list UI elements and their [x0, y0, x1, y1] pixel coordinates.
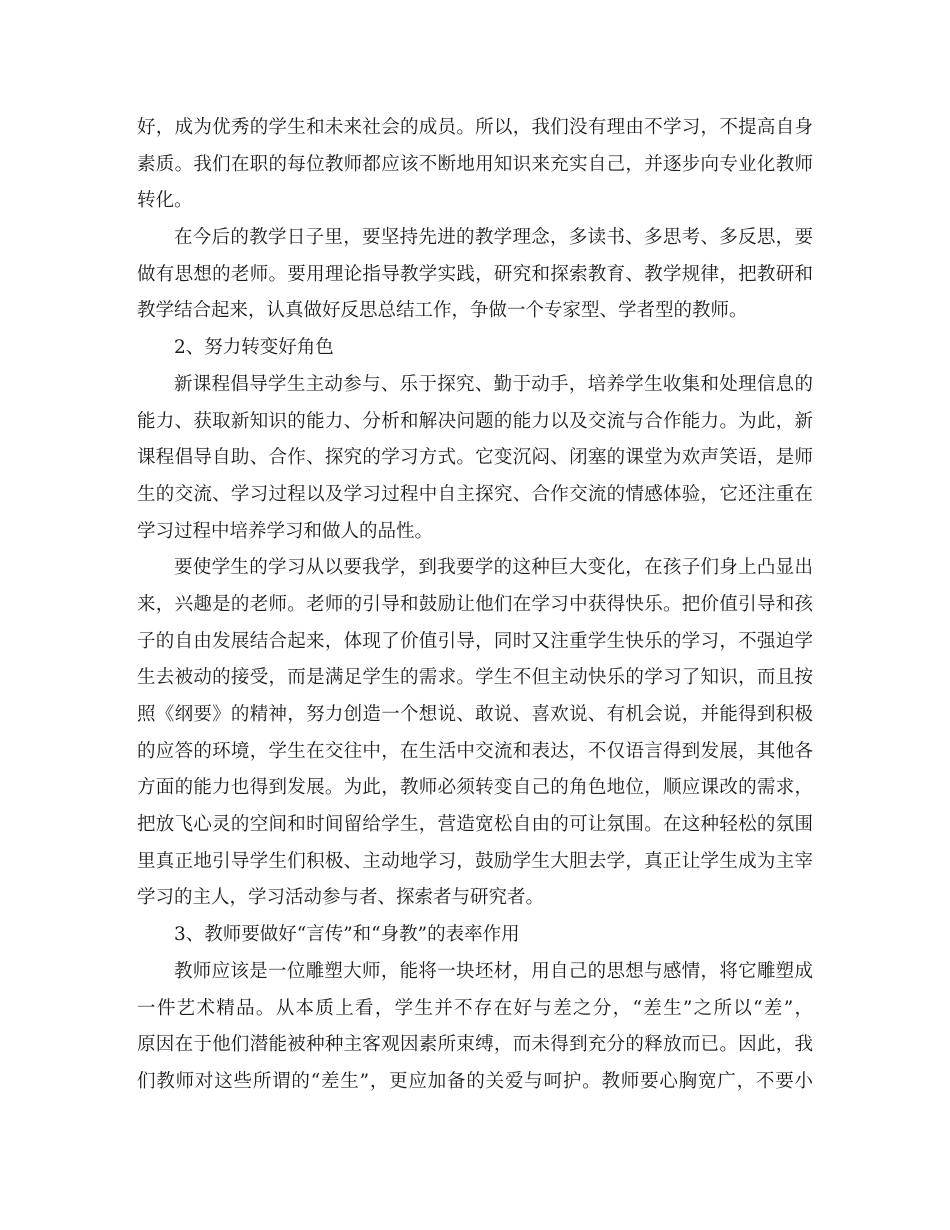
text-line: 把放飞心灵的空间和时间留给学生，营造宽松自由的可让氛围。在这种轻松的氛围	[137, 814, 813, 836]
text-line: 子的自由发展结合起来，体现了价值引导，同时又注重学生快乐的学习，不强迫学	[137, 630, 813, 652]
text-line: 课程倡导自助、合作、探究的学习方式。它变沉闷、闭塞的课堂为欢声笑语，是师	[137, 447, 813, 469]
text-line: 生的交流、学习过程以及学习过程中自主探究、合作交流的情感体验，它还注重在	[137, 483, 813, 505]
text-line: 们教师对这些所谓的“差生”，更应加备的关爱与呵护。教师要心胸宽广，不要小	[137, 1070, 813, 1092]
paragraph-first-line: 新课程倡导学生主动参与、乐于探究、勤于动手，培养学生收集和处理信息的	[174, 373, 813, 395]
text-line: 素质。我们在职的每位教师都应该不断地用知识来充实自己，并逐步向专业化教师	[137, 153, 813, 175]
text-line: 学习的主人，学习活动参与者、探索者与研究者。	[137, 887, 545, 909]
text-line: 生去被动的接受，而是满足学生的需求。学生不但主动快乐的学习了知识，而且按	[137, 667, 813, 689]
section-heading: 3、教师要做好“言传”和“身教”的表率作用	[174, 924, 520, 946]
text-line: 教学结合起来，认真做好反思总结工作，争做一个专家型、学者型的教师。	[137, 300, 748, 322]
text-line: 来，兴趣是的老师。老师的引导和鼓励让他们在学习中获得快乐。把价值引导和孩	[137, 593, 813, 615]
paragraph-first-line: 在今后的教学日子里，要坚持先进的教学理念，多读书、多思考、多反思，要	[174, 227, 813, 249]
text-line: 里真正地引导学生们积极、主动地学习，鼓励学生大胆去学，真正让学生成为主宰	[137, 850, 813, 872]
text-line: 一件艺术精品。从本质上看，学生并不存在好与差之分，“差生”之所以“差”，	[137, 997, 813, 1019]
text-line: 学习过程中培养学习和做人的品性。	[137, 520, 434, 542]
text-line: 方面的能力也得到发展。为此，教师必须转变自己的角色地位，顺应课改的需求，	[137, 777, 813, 799]
text-line: 照《纲要》的精神，努力创造一个想说、敢说、喜欢说、有机会说，并能得到积极	[137, 704, 813, 725]
text-line: 转化。	[137, 190, 193, 212]
section-heading: 2、努力转变好角色	[174, 337, 334, 359]
paragraph-first-line: 要使学生的学习从以要我学，到我要学的这种巨大变化，在孩子们身上凸显出	[174, 557, 813, 579]
text-line: 的应答的环境，学生在交往中，在生活中交流和表达，不仅语言得到发展，其他各	[137, 740, 813, 762]
paragraph-first-line: 教师应该是一位雕塑大师，能将一块坯材，用自己的思想与感情，将它雕塑成	[174, 960, 813, 982]
text-line: 原因在于他们潜能被种种主客观因素所束缚，而未得到充分的释放而已。因此，我	[137, 1034, 813, 1056]
text-line: 做有思想的老师。要用理论指导教学实践，研究和探索教育、教学规律，把教研和	[137, 263, 813, 285]
body-text	[137, 110, 813, 1101]
text-line: 能力、获取新知识的能力、分析和解决问题的能力以及交流与合作能力。为此，新	[137, 410, 813, 432]
text-line: 好，成为优秀的学生和未来社会的成员。所以，我们没有理由不学习，不提高自身	[137, 117, 813, 138]
